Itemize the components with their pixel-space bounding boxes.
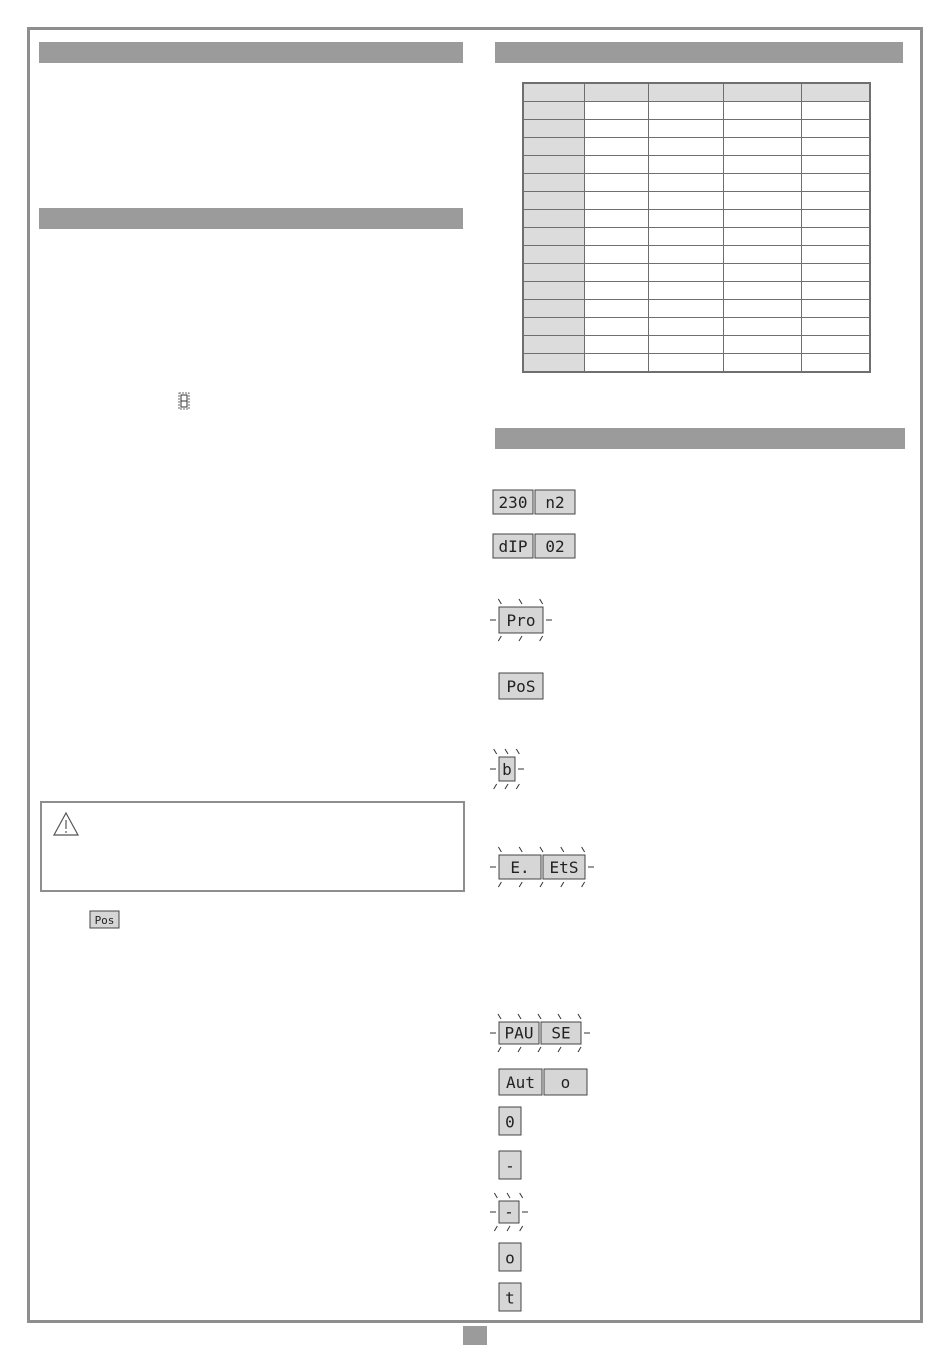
segment-display-8 <box>498 1106 522 1136</box>
segment-display-1 <box>492 533 576 559</box>
table-cell <box>523 174 585 192</box>
blink-ray <box>582 847 585 852</box>
table-cell <box>585 282 649 300</box>
table-row <box>523 83 870 102</box>
table-cell <box>802 318 871 336</box>
table-cell <box>724 210 802 228</box>
page-number-box <box>463 1326 487 1345</box>
blink-ray <box>540 599 543 604</box>
blink-ray <box>540 882 543 887</box>
blink-ray <box>507 1226 510 1231</box>
table-cell <box>585 300 649 318</box>
display-text: PoS <box>506 677 536 697</box>
warning-box <box>40 801 465 892</box>
table-cell <box>649 210 724 228</box>
display-text: o <box>505 1248 515 1268</box>
table-row <box>523 246 870 264</box>
segment-display-3 <box>498 672 544 700</box>
table-cell <box>523 282 585 300</box>
table-row <box>523 192 870 210</box>
table-cell <box>523 120 585 138</box>
table-row <box>523 228 870 246</box>
blink-ray <box>520 1193 523 1198</box>
blink-ray <box>498 636 501 641</box>
display-text: b <box>502 759 512 779</box>
warning-triangle-icon <box>52 811 80 837</box>
table-row <box>523 336 870 354</box>
table-cell <box>802 83 871 102</box>
table-cell <box>585 192 649 210</box>
table-cell <box>649 83 724 102</box>
table-cell <box>802 102 871 120</box>
table-cell <box>802 282 871 300</box>
blink-ray <box>498 882 501 887</box>
table-cell <box>649 246 724 264</box>
display-text: dIP <box>498 536 528 556</box>
table-cell <box>724 156 802 174</box>
table-cell <box>724 300 802 318</box>
table-cell <box>724 354 802 373</box>
display-text: SE <box>551 1023 571 1043</box>
blink-ray <box>494 1226 497 1231</box>
table-cell <box>649 282 724 300</box>
table-row <box>523 282 870 300</box>
table-cell <box>585 83 649 102</box>
table-cell <box>585 354 649 373</box>
table-cell <box>585 246 649 264</box>
table-cell <box>523 102 585 120</box>
display-text: EtS <box>549 857 579 877</box>
table-cell <box>649 120 724 138</box>
svg-text:Pos: Pos <box>94 914 115 927</box>
table-cell <box>585 336 649 354</box>
table-cell <box>523 192 585 210</box>
blink-ray <box>505 749 508 754</box>
table-cell <box>585 318 649 336</box>
blink-ray <box>558 1014 561 1019</box>
table-cell <box>724 336 802 354</box>
blink-ray <box>507 1193 510 1198</box>
table-cell <box>585 210 649 228</box>
table-cell <box>649 264 724 282</box>
table-row <box>523 156 870 174</box>
table-cell <box>724 102 802 120</box>
blink-ray <box>561 882 564 887</box>
table-cell <box>649 300 724 318</box>
segment-display-2 <box>490 598 552 642</box>
display-text: t <box>505 1288 515 1308</box>
section-header-2 <box>39 208 463 229</box>
table-cell <box>802 336 871 354</box>
table-cell <box>523 336 585 354</box>
table-cell <box>649 102 724 120</box>
table-cell <box>523 318 585 336</box>
table-cell <box>523 228 585 246</box>
table-cell <box>802 228 871 246</box>
table-cell <box>585 174 649 192</box>
blink-ray <box>494 749 497 754</box>
display-text: PAU <box>504 1023 534 1043</box>
table-cell <box>649 354 724 373</box>
table-row <box>523 102 870 120</box>
table-cell <box>649 228 724 246</box>
blink-ray <box>582 882 585 887</box>
table-cell <box>523 138 585 156</box>
table-cell <box>585 102 649 120</box>
segment-display-0 <box>492 489 576 515</box>
table-row <box>523 120 870 138</box>
display-text: Pro <box>506 611 536 631</box>
table-cell <box>802 210 871 228</box>
display-text: 230 <box>498 492 528 512</box>
blink-ray <box>538 1014 541 1019</box>
blink-ray <box>561 847 564 852</box>
table-cell <box>649 336 724 354</box>
table-cell <box>802 246 871 264</box>
blink-ray <box>540 636 543 641</box>
table-cell <box>802 174 871 192</box>
table-cell <box>802 264 871 282</box>
blink-ray <box>498 599 501 604</box>
table-cell <box>802 138 871 156</box>
display-text: n2 <box>545 492 565 512</box>
section-header-displays <box>495 428 905 449</box>
table-cell <box>523 83 585 102</box>
table-cell <box>649 138 724 156</box>
table-row <box>523 138 870 156</box>
table-cell <box>724 246 802 264</box>
table-row <box>523 354 870 373</box>
blink-ray <box>518 1014 521 1019</box>
table-cell <box>649 192 724 210</box>
blink-ray <box>518 1047 521 1052</box>
table-row <box>523 300 870 318</box>
segment-display-7 <box>498 1068 588 1096</box>
table-cell <box>523 156 585 174</box>
blink-ray <box>498 1014 501 1019</box>
display-text: 0 <box>505 1112 515 1132</box>
table-cell <box>802 192 871 210</box>
blink-ray <box>516 784 519 789</box>
blink-ray <box>505 784 508 789</box>
table-cell <box>585 228 649 246</box>
segment-display-10 <box>490 1192 528 1232</box>
blink-ray <box>578 1047 581 1052</box>
table-cell <box>523 246 585 264</box>
table-cell <box>724 120 802 138</box>
blink-ray <box>519 599 522 604</box>
segment-display-5 <box>490 846 594 888</box>
segment-display-4 <box>490 748 524 790</box>
table-cell <box>724 318 802 336</box>
display-text: o <box>560 1073 571 1093</box>
display-text: Aut <box>506 1073 535 1093</box>
blink-ray <box>519 882 522 887</box>
table-cell <box>724 138 802 156</box>
table-row <box>523 210 870 228</box>
blink-ray <box>494 784 497 789</box>
section-header-1 <box>39 42 463 63</box>
table-cell <box>523 354 585 373</box>
segment-digit-icon <box>178 392 190 410</box>
blink-ray <box>558 1047 561 1052</box>
table-cell <box>649 174 724 192</box>
blink-ray <box>516 749 519 754</box>
table-cell <box>585 264 649 282</box>
table-cell <box>724 174 802 192</box>
section-header-table <box>495 42 903 63</box>
table-row <box>523 174 870 192</box>
blink-ray <box>520 1226 523 1231</box>
segment-display-9 <box>498 1150 522 1180</box>
blink-ray <box>538 1047 541 1052</box>
table-cell <box>724 228 802 246</box>
table-cell <box>724 192 802 210</box>
blink-ray <box>519 636 522 641</box>
segment-display-11 <box>498 1242 522 1272</box>
display-text: - <box>504 1202 514 1222</box>
blink-ray <box>498 1047 501 1052</box>
pos-display-inline <box>89 910 121 930</box>
display-text: - <box>505 1156 515 1176</box>
table-cell <box>802 156 871 174</box>
table-cell <box>724 282 802 300</box>
table-cell <box>523 210 585 228</box>
table-cell <box>802 300 871 318</box>
display-text: E. <box>510 857 530 877</box>
table-row <box>523 318 870 336</box>
table-cell <box>523 264 585 282</box>
blink-ray <box>519 847 522 852</box>
table-cell <box>724 83 802 102</box>
table-cell <box>802 120 871 138</box>
table-cell <box>523 300 585 318</box>
table-row <box>523 264 870 282</box>
table-cell <box>649 318 724 336</box>
display-text: 02 <box>545 536 565 556</box>
table-cell <box>724 264 802 282</box>
blink-ray <box>578 1014 581 1019</box>
table-cell <box>585 138 649 156</box>
table-cell <box>649 156 724 174</box>
blink-ray <box>498 847 501 852</box>
blink-ray <box>494 1193 497 1198</box>
parameter-table <box>522 82 871 373</box>
table-cell <box>585 120 649 138</box>
segment-display-6 <box>490 1013 590 1053</box>
blink-ray <box>540 847 543 852</box>
table-cell <box>802 354 871 373</box>
table-cell <box>585 156 649 174</box>
segment-display-12 <box>498 1282 522 1312</box>
